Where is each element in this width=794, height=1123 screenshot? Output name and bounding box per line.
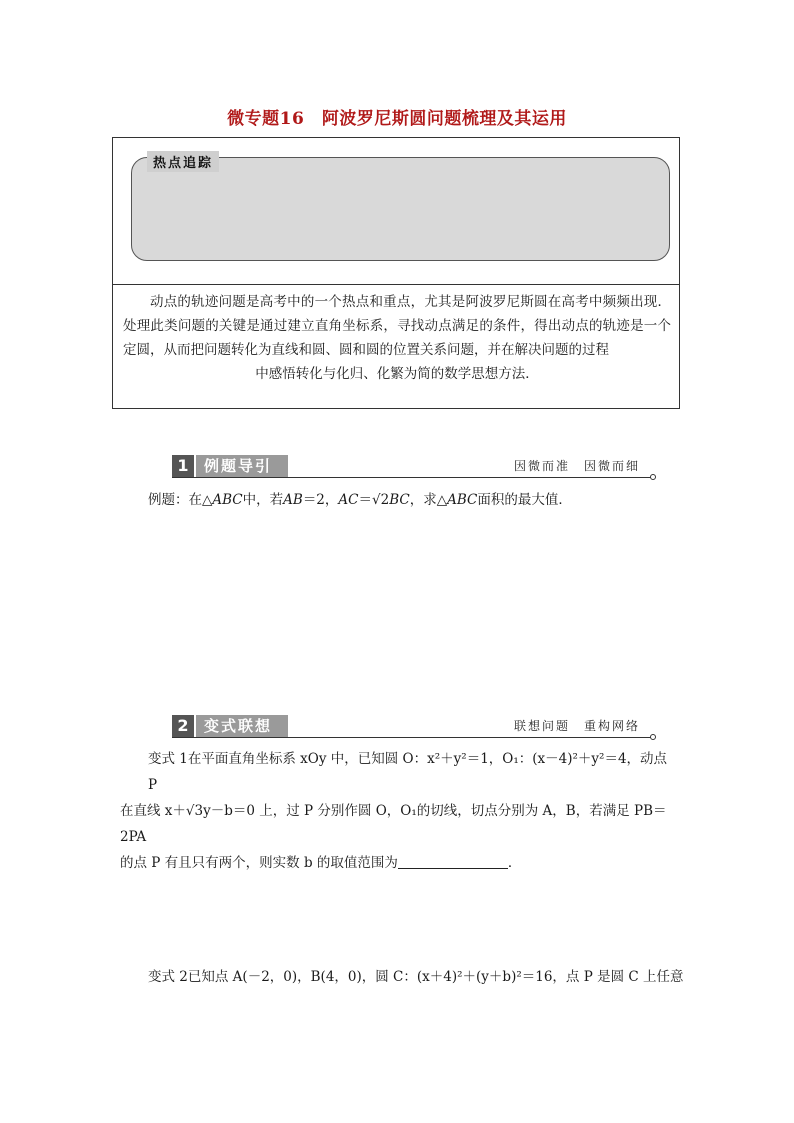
- hotspot-tag: 热点追踪: [147, 151, 219, 172]
- example-text: ＝: [358, 492, 372, 508]
- example-text: 例题：在△: [148, 492, 213, 508]
- variant-1: [120, 746, 680, 876]
- section-rule-end: [650, 474, 656, 480]
- example-text: ＝2，: [302, 492, 339, 508]
- example-text: ，求△: [409, 492, 448, 508]
- hotspot-line-3: 是一个定圆，从而把问题转化为直线和圆、圆和圆的位置关系问题，并在解决问题的过程: [123, 318, 672, 358]
- example-text: 面积的最大值．: [477, 492, 572, 508]
- example-var: ABC: [447, 492, 478, 508]
- section-rule-end: [650, 734, 656, 740]
- hotspot-line-4: 中感悟转化与化归、化繁为简的数学思想方法．: [255, 366, 539, 382]
- section-header-2: [172, 715, 656, 739]
- variant-1-line-3: [120, 850, 680, 876]
- variant-1-text: ．: [507, 855, 522, 871]
- hotspot-text: [123, 290, 671, 386]
- section-number: 2: [172, 715, 194, 737]
- section-motto: 因微而准 因微而细: [513, 459, 640, 473]
- example-problem: [148, 487, 572, 513]
- variant-2-line-1: 变式 2已知点 A(－2，0)，B(4，0)，圆 C：(x＋4)²＋(y＋b)²＝16，点 P 是圆 C 上任意: [148, 969, 684, 985]
- hotspot-panel: [131, 157, 670, 261]
- example-sqrt: √2: [372, 492, 390, 508]
- example-var: AC: [338, 492, 359, 508]
- variant-1-text: 的点 P 有且只有两个，则实数 b 的取值范围为: [120, 855, 398, 871]
- page-title: 微专题16 阿波罗尼斯圆问题梳理及其运用: [227, 109, 567, 129]
- section-label: 变式联想: [196, 715, 288, 737]
- variant-1-line-2: 在直线 x＋√3y－b＝0 上，过 P 分别作圆 O，O₁的切线，切点分别为 A，B，若满足 PB＝2PA: [120, 803, 667, 845]
- example-var: ABC: [212, 492, 243, 508]
- section-header-1: [172, 455, 656, 479]
- example-var: AB: [283, 492, 303, 508]
- section-motto: 联想问题 重构网络: [513, 719, 640, 733]
- answer-blank[interactable]: [398, 854, 508, 869]
- section-rule: [172, 737, 652, 738]
- hotspot-line-1: 动点的轨迹问题是高考中的一个热点和重点，尤其是阿波罗尼斯圆在高考中频频出: [150, 294, 644, 310]
- section-rule: [172, 477, 652, 478]
- section-label: 例题导引: [196, 455, 288, 477]
- example-text: 中，若: [242, 492, 284, 508]
- example-var: BC: [389, 492, 410, 508]
- section-number: 1: [172, 455, 194, 477]
- hotspot-divider: [113, 284, 679, 285]
- hotspot-box: [112, 137, 680, 409]
- variant-2: [148, 964, 688, 990]
- hotspot-line-2: 现．处理此类问题的关键是通过建立直角坐标系，寻找动点满足的条件，得出动点的轨迹: [123, 294, 672, 334]
- variant-1-line-1: 变式 1在平面直角坐标系 xOy 中，已知圆 O：x²＋y²＝1，O₁：(x－4)²＋y²＝4，动点 P: [148, 751, 668, 793]
